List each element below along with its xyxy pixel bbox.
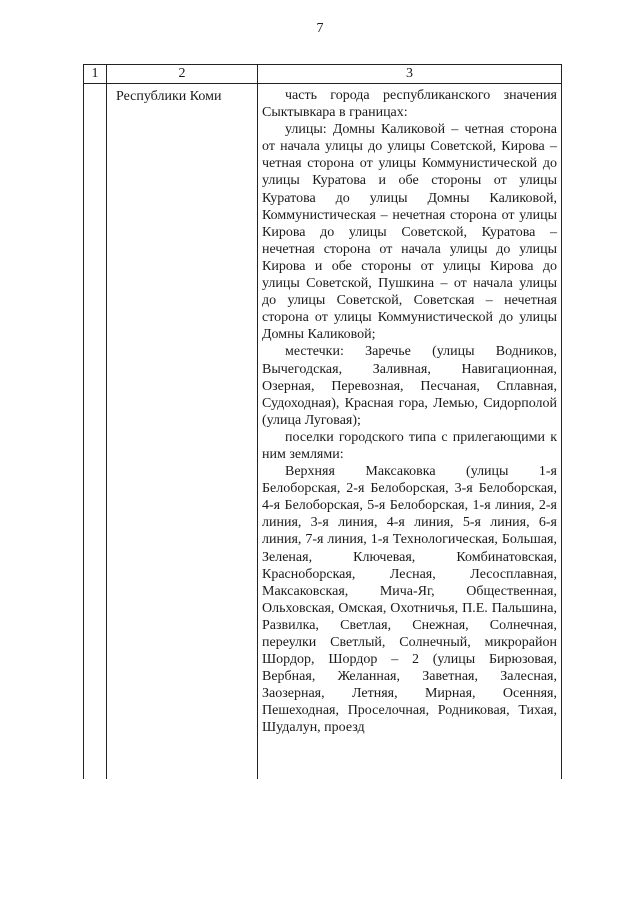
column-header-1: 1 bbox=[84, 65, 107, 84]
description-paragraph: часть города республиканского значения Сыктывкара в границах: bbox=[262, 88, 557, 121]
row-number-cell bbox=[84, 84, 107, 780]
region-name-cell: Республики Коми bbox=[107, 84, 258, 780]
verkhnyaya-maksakovka-paragraph: Верхняя Максаковка (улицы 1-я Белоборская, 2-я Белоборская, 3-я Белоборская, 4-я Белоборская, 5-я Белоборская, 1-я линия, 2-я линия, 3-я линия, 4-я линия, 5-я линия, 6-я линия, 7-я линия, 1-я Технологическая, Большая, Зеленая, Ключевая, Комбинатовская, Красноборская, Лесная, Лесосплавная, Максаковская, Мича-Яг, Общественная, Ольховская, Омская, Охотничья, П.Е. Пальшина, Развилка, Светлая, Снежная, Солнечная, переулки Светлый, Солнечный, микрорайон Шордор, Шордор – 2 (улицы Бирюзовая, Вербная, Желанная, Заветная, Залесная, Заозерная, Летняя, Мирная, Осенняя, Пешеходная, Проселочная, Родниковая, Тихая, Шудалун, проезд bbox=[262, 464, 557, 736]
table-row bbox=[84, 84, 562, 780]
localities-paragraph: местечки: Заречье (улицы Водников, Вычегодская, Заливная, Навигационная, Озерная, Перевозная, Песчаная, Сплавная, Судоходная), Красная гора, Лемью, Сидорполой (улица Луговая); bbox=[262, 344, 557, 428]
regions-table bbox=[83, 64, 562, 779]
streets-paragraph: улицы: Домны Каликовой – четная сторона от начала улицы до улицы Советской, Кирова – четная сторона от улицы Коммунистической до улицы Куратова и обе стороны от улицы Куратова до улицы Домны Каликовой, Коммунистическая – нечетная сторона от улицы Кирова до улицы Советской, Куратова – нечетная сторона от начала улицы до улицы Кирова и обе стороны от улицы Кирова до улицы Советской, Пушкина – от начала улицы до улицы Советской, Советская – нечетная сторона от улицы Коммунистической до улицы Домны Каликовой; bbox=[262, 122, 557, 343]
page-number: 7 bbox=[316, 21, 324, 36]
column-header-3: 3 bbox=[258, 65, 562, 84]
column-header-2: 2 bbox=[107, 65, 258, 84]
territory-description-cell bbox=[258, 84, 562, 780]
settlements-heading-paragraph: поселки городского типа с прилегающими к ним землями: bbox=[262, 429, 557, 462]
table-header-row bbox=[84, 65, 562, 84]
